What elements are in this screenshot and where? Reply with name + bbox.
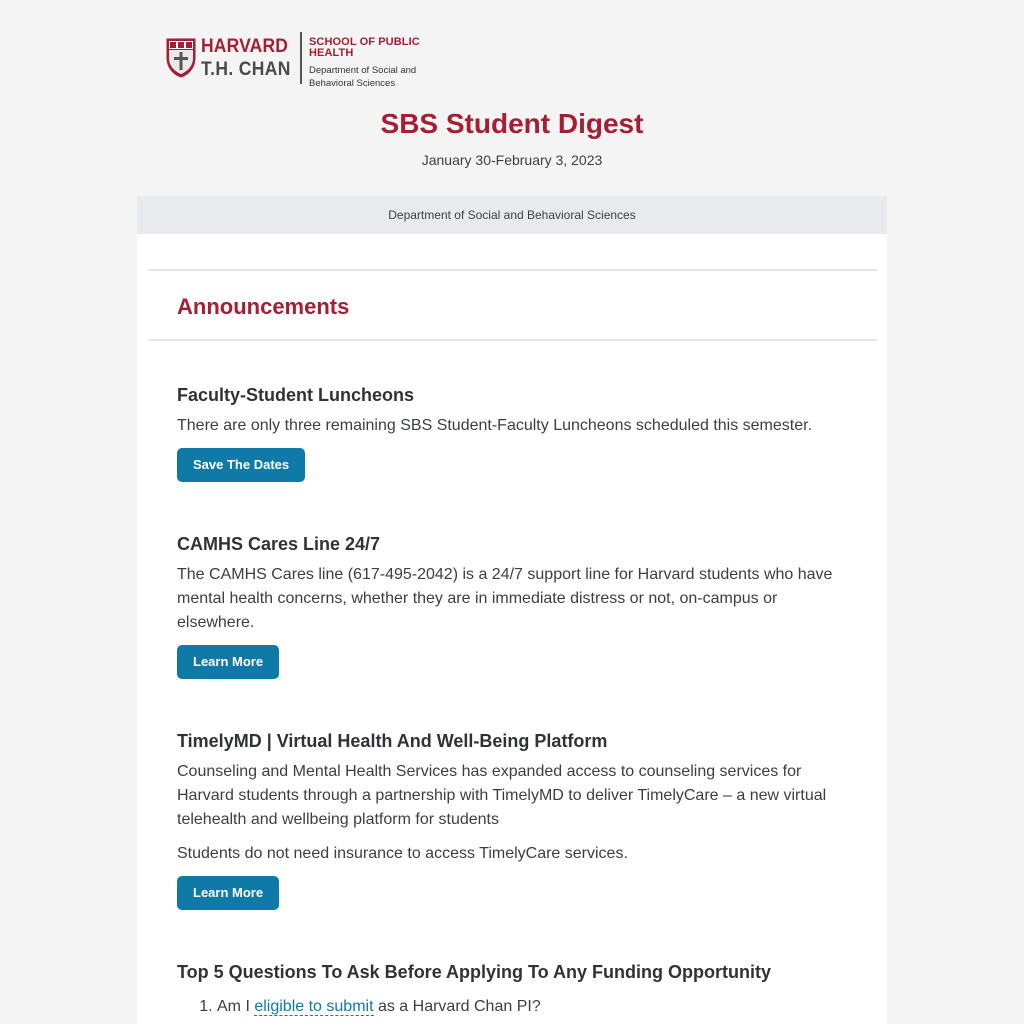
announcement-timelymd — [177, 730, 847, 910]
list-item — [217, 995, 847, 1019]
logo-dept-line-1: Department of Social and — [309, 65, 417, 76]
content-card — [137, 234, 887, 1024]
department-banner — [137, 196, 887, 234]
eligible-to-submit-link[interactable]: eligible to submit — [254, 998, 374, 1015]
harvard-wordmark: HARVARD — [201, 36, 289, 57]
camhs-learn-more-button[interactable]: Learn More — [177, 645, 279, 679]
chan-wordmark: T.H. CHAN — [201, 59, 291, 80]
department-banner-text: Department of Social and Behavioral Sciences — [388, 208, 636, 222]
questions-list — [177, 995, 847, 1019]
item-heading: Faculty-Student Luncheons — [177, 385, 415, 405]
section-title-announcements: Announcements — [177, 294, 350, 319]
timelymd-learn-more-button[interactable]: Learn More — [177, 876, 279, 910]
item-heading: TimelyMD | Virtual Health And Well-Being Platform — [177, 731, 608, 751]
logo-divider — [300, 32, 302, 84]
divider-top — [148, 269, 877, 271]
announcement-luncheons — [177, 384, 847, 482]
item-body: The CAMHS Cares line (617-495-2042) is a 24/7 support line for Harvard students who have mental health concerns, whether they are in immediate distress or not, on-campus or elsewhere. — [177, 566, 833, 631]
item-body: Counseling and Mental Health Services has expanded access to counseling services for Harvard students through a partnership with TimelyMD to deliver TimelyCare – a new virtual telehealth and wellbeing platform for students — [177, 763, 827, 828]
item-body-second: Students do not need insurance to access TimelyCare services. — [177, 845, 628, 862]
digest-date: January 30-February 3, 2023 — [421, 152, 603, 168]
school-block — [309, 37, 466, 90]
announcement-camhs-cares — [177, 533, 847, 679]
item-body: There are only three remaining SBS Student-Faculty Luncheons scheduled this semester. — [177, 417, 813, 434]
save-the-dates-button[interactable]: Save The Dates — [177, 448, 305, 482]
logo-dept-line-2: Behavioral Sciences — [309, 78, 396, 89]
question-suffix: as a Harvard Chan PI? — [373, 998, 541, 1015]
digest-title: SBS Student Digest — [380, 108, 644, 139]
item-heading: Top 5 Questions To Ask Before Applying To Any Funding Opportunity — [177, 962, 771, 982]
school-name: SCHOOL OF PUBLIC HEALTH — [309, 36, 420, 59]
item-heading: CAMHS Cares Line 24/7 — [177, 534, 381, 554]
shield-icon — [166, 38, 196, 78]
divider-bottom — [148, 339, 877, 341]
announcement-funding-questions — [177, 961, 847, 1019]
harvard-chan-logo[interactable] — [166, 31, 466, 89]
question-prefix: Am I — [217, 998, 255, 1015]
